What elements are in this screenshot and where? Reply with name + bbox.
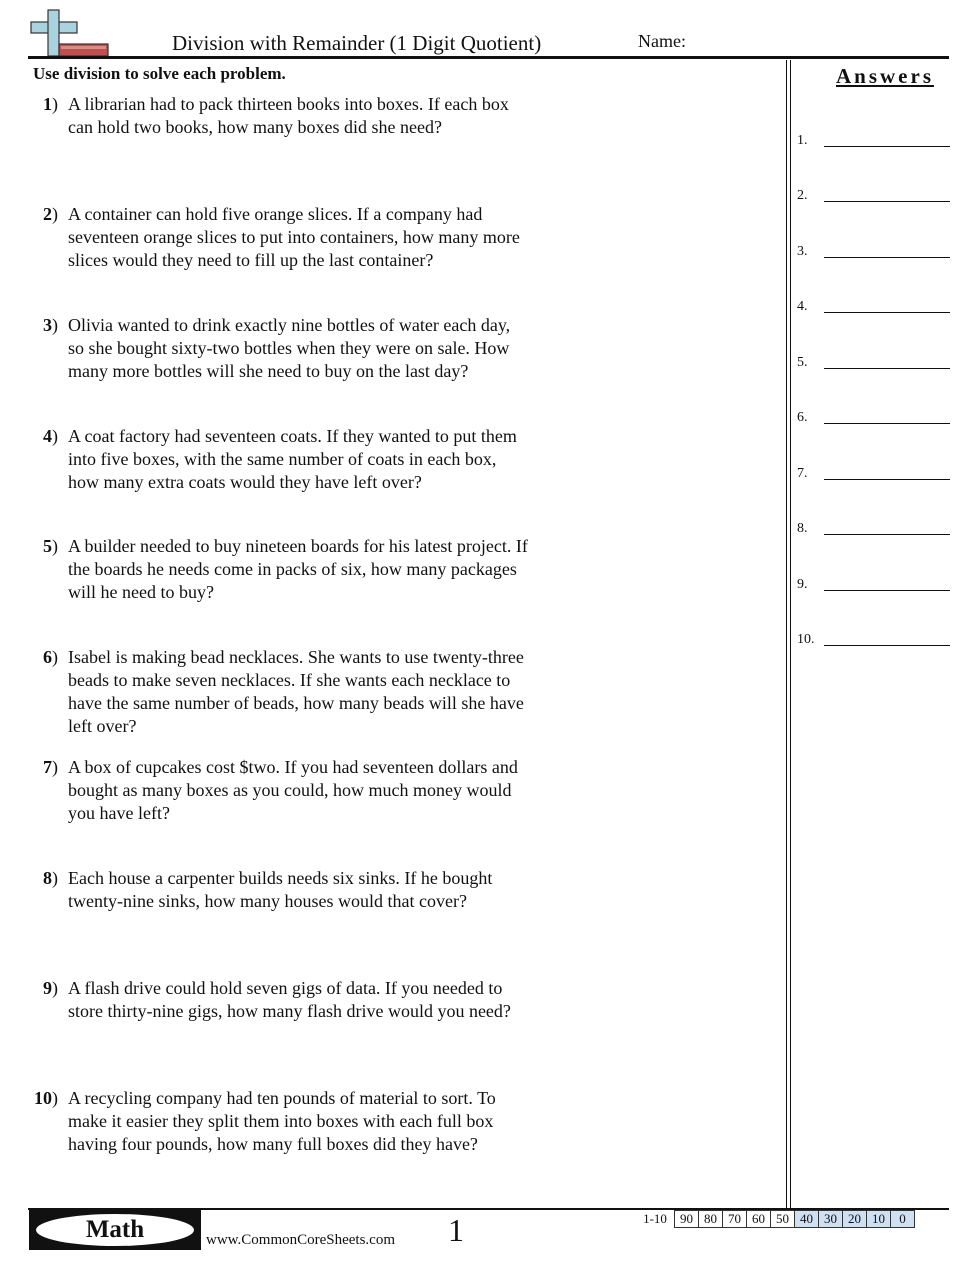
problem-item — [30, 867, 530, 913]
answer-line — [824, 146, 950, 147]
answers-column-divider — [790, 60, 791, 1208]
answer-blank[interactable] — [797, 240, 952, 260]
problem-number: 5) — [43, 536, 58, 556]
problem-number: 10) — [34, 1088, 58, 1108]
problem-item — [30, 93, 530, 139]
problem-item — [30, 1087, 530, 1156]
problem-number: 2) — [43, 204, 58, 224]
answer-number: 4. — [797, 299, 808, 314]
problem-number: 1) — [43, 94, 58, 114]
answer-number: 5. — [797, 355, 808, 370]
score-cell: 0 — [891, 1211, 915, 1228]
answer-number: 8. — [797, 521, 808, 536]
score-cell: 80 — [699, 1211, 723, 1228]
answer-number: 3. — [797, 244, 808, 259]
worksheet-title: Division with Remainder (1 Digit Quotient) — [172, 31, 542, 55]
header-divider — [28, 56, 949, 59]
problem-number: 4) — [43, 426, 58, 446]
problem-item — [30, 977, 530, 1023]
problem-text: A builder needed to buy nineteen boards for his latest project. If the boards he needs come in packs of six, how many packages will he need to buy? — [68, 536, 528, 602]
problem-item — [30, 425, 530, 494]
problem-text: A librarian had to pack thirteen books into boxes. If each box can hold two books, how many boxes did she need? — [68, 94, 509, 137]
instructions: Use division to solve each problem. — [33, 64, 286, 83]
problem-text: A box of cupcakes cost $two. If you had seventeen dollars and bought as many boxes as you could, how much money would you have left? — [68, 757, 518, 823]
score-table — [636, 1210, 915, 1228]
answer-number: 1. — [797, 133, 808, 148]
answers-column-divider — [786, 60, 787, 1208]
problem-text: Each house a carpenter builds needs six sinks. If he bought twenty-nine sinks, how many houses would that cover? — [68, 868, 493, 911]
math-badge — [29, 1210, 201, 1250]
answer-number: 7. — [797, 466, 808, 481]
problem-text: A flash drive could hold seven gigs of data. If you needed to store thirty-nine gigs, how many flash drive would you need? — [68, 978, 511, 1021]
score-cell: 10 — [867, 1211, 891, 1228]
answer-number: 6. — [797, 410, 808, 425]
answer-line — [824, 645, 950, 646]
answer-blank[interactable] — [797, 517, 952, 537]
score-cell: 70 — [723, 1211, 747, 1228]
problem-text: A coat factory had seventeen coats. If they wanted to put them into five boxes, with the same number of coats in each box, how many extra coats would they have left over? — [68, 426, 517, 492]
problem-item — [30, 314, 530, 383]
answer-blank[interactable] — [797, 628, 952, 648]
answer-blank[interactable] — [797, 406, 952, 426]
score-cell: 50 — [771, 1211, 795, 1228]
score-range: 1-10 — [636, 1211, 675, 1228]
name-label: Name: — [638, 31, 686, 51]
problem-text: Isabel is making bead necklaces. She wants to use twenty-three beads to make seven necklaces. If she wants each necklace to have the same number of beads, how many beads will she have left over? — [68, 647, 524, 736]
site-url: www.CommonCoreSheets.com — [206, 1232, 396, 1248]
answer-line — [824, 534, 950, 535]
answer-blank[interactable] — [797, 129, 952, 149]
answer-blank[interactable] — [797, 184, 952, 204]
score-cell: 40 — [795, 1211, 819, 1228]
problem-number: 6) — [43, 647, 58, 667]
problem-text: A recycling company had ten pounds of material to sort. To make it easier they split them into boxes with each full box having four pounds, how many full boxes did they have? — [68, 1088, 496, 1154]
problem-text: Olivia wanted to drink exactly nine bottles of water each day, so she bought sixty-two bottles when they were on sale. How many more bottles will she need to buy on the last day? — [68, 315, 511, 381]
problem-item — [30, 646, 530, 738]
answer-line — [824, 423, 950, 424]
answers-heading: Answers — [836, 64, 934, 88]
answer-blank[interactable] — [797, 351, 952, 371]
score-cell: 30 — [819, 1211, 843, 1228]
problem-item — [30, 535, 530, 604]
answer-line — [824, 257, 950, 258]
answer-blank[interactable] — [797, 295, 952, 315]
answer-line — [824, 201, 950, 202]
problem-item — [30, 203, 530, 272]
math-badge-label: Math — [36, 1214, 194, 1246]
answer-number: 10. — [797, 632, 815, 647]
score-cell: 60 — [747, 1211, 771, 1228]
page-number: 1 — [448, 1212, 464, 1248]
math-symbols-logo — [28, 8, 110, 60]
problem-number: 9) — [43, 978, 58, 998]
problem-number: 3) — [43, 315, 58, 335]
problem-number: 7) — [43, 757, 58, 777]
answer-line — [824, 479, 950, 480]
score-cell: 20 — [843, 1211, 867, 1228]
answer-line — [824, 312, 950, 313]
answer-number: 9. — [797, 577, 808, 592]
answer-line — [824, 590, 950, 591]
problem-item — [30, 756, 530, 825]
answer-blank[interactable] — [797, 462, 952, 482]
answer-blank[interactable] — [797, 573, 952, 593]
answer-number: 2. — [797, 188, 808, 203]
score-cell: 90 — [675, 1211, 699, 1228]
problem-number: 8) — [43, 868, 58, 888]
problem-text: A container can hold five orange slices. If a company had seventeen orange slices to put into containers, how many more slices would they need to fill up the last container? — [68, 204, 520, 270]
answer-line — [824, 368, 950, 369]
